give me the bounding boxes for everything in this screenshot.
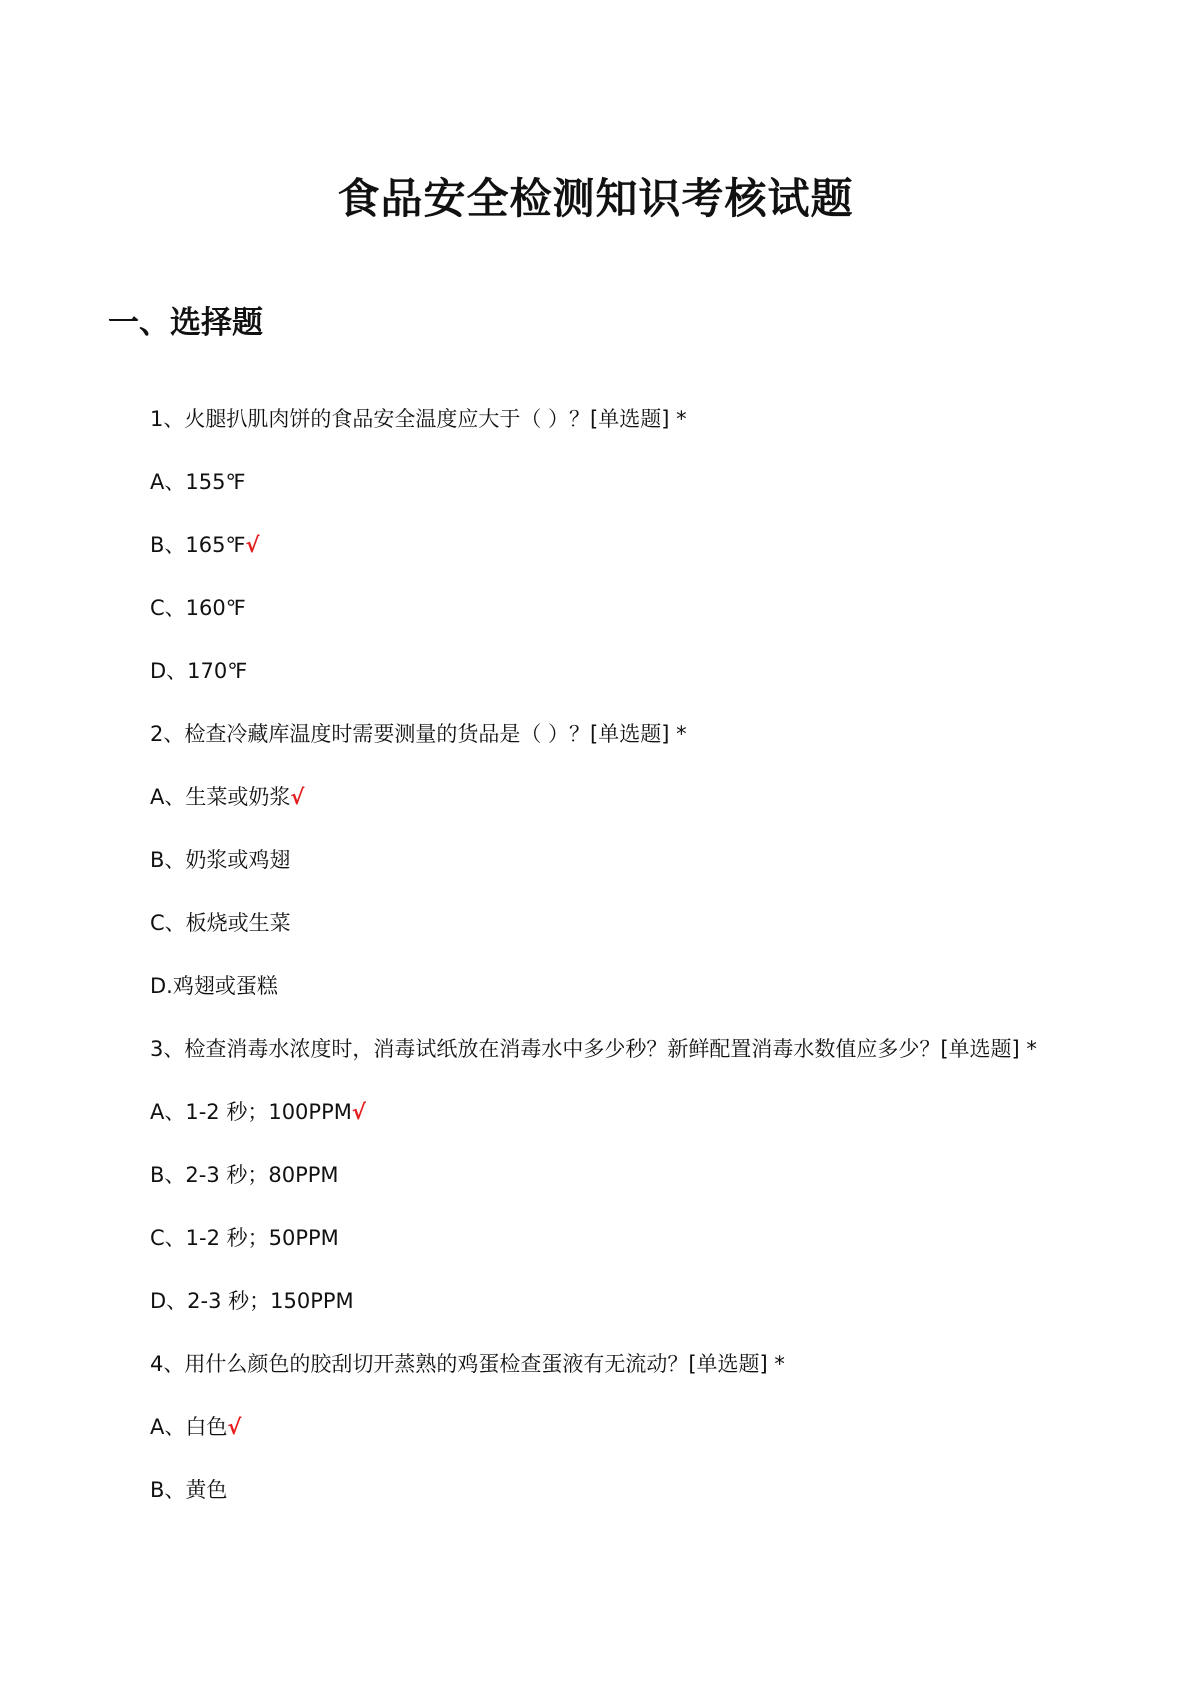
option-row xyxy=(150,1097,1110,1160)
option-label: B、165℉ xyxy=(150,533,246,557)
option-row xyxy=(150,845,1110,908)
correct-answer-check-icon: √ xyxy=(290,785,305,809)
question-text: 2、检查冷藏库温度时需要测量的货品是（ ）？[单选题] * xyxy=(150,722,687,746)
option-label: D.鸡翅或蛋糕 xyxy=(150,974,278,998)
option-row xyxy=(150,530,1110,593)
option-label: A、155℉ xyxy=(150,470,246,494)
option-label: A、1-2 秒；100PPM xyxy=(150,1100,352,1124)
question-list xyxy=(150,404,1110,1538)
option-label: C、1-2 秒；50PPM xyxy=(150,1226,339,1250)
option-row xyxy=(150,782,1110,845)
option-row xyxy=(150,908,1110,971)
option-row xyxy=(150,656,1110,719)
option-row xyxy=(150,1286,1110,1349)
option-label: B、2-3 秒；80PPM xyxy=(150,1163,339,1187)
correct-answer-check-icon: √ xyxy=(245,533,260,557)
option-row xyxy=(150,467,1110,530)
correct-answer-check-icon: √ xyxy=(227,1415,242,1439)
option-row xyxy=(150,1412,1110,1475)
option-row xyxy=(150,1160,1110,1223)
option-row xyxy=(150,971,1110,1034)
option-row xyxy=(150,1475,1110,1538)
option-label: D、170℉ xyxy=(150,659,248,683)
correct-answer-check-icon: √ xyxy=(351,1100,366,1124)
question-text: 3、检查消毒水浓度时，消毒试纸放在消毒水中多少秒？新鲜配置消毒水数值应多少？[单选题] * xyxy=(150,1037,1037,1061)
option-label: C、板烧或生菜 xyxy=(150,911,291,935)
option-label: A、生菜或奶浆 xyxy=(150,785,291,809)
option-label: C、160℉ xyxy=(150,596,246,620)
question-text: 4、用什么颜色的胶刮切开蒸熟的鸡蛋检查蛋液有无流动？[单选题] * xyxy=(150,1352,785,1376)
option-label: B、奶浆或鸡翅 xyxy=(150,848,291,872)
question-text: 1、火腿扒肌肉饼的食品安全温度应大于（ ）？[单选题] * xyxy=(150,407,687,431)
document-title: 食品安全检测知识考核试题 xyxy=(337,174,854,223)
option-row xyxy=(150,1223,1110,1286)
section-heading: 一、选择题 xyxy=(108,305,263,341)
option-label: B、黄色 xyxy=(150,1478,228,1502)
option-label: A、白色 xyxy=(150,1415,228,1439)
option-row xyxy=(150,593,1110,656)
option-label: D、2-3 秒；150PPM xyxy=(150,1289,354,1313)
